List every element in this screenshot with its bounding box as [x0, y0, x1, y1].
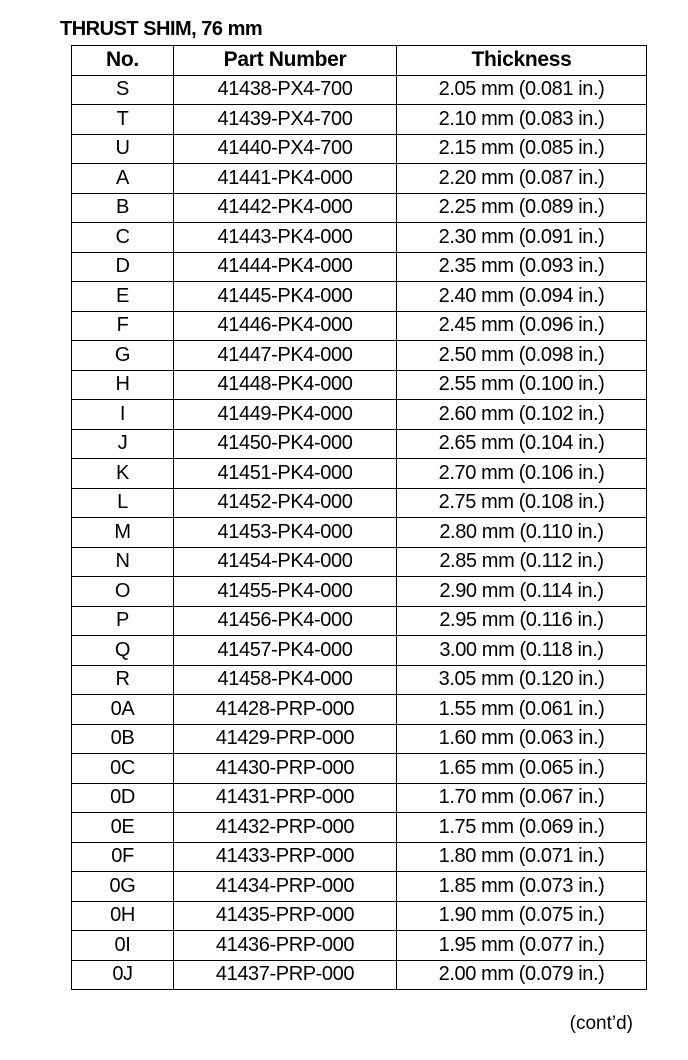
cell-thickness: 2.75 mm (0.108 in.) [397, 488, 647, 518]
cell-shim-no: 0A [72, 695, 174, 725]
cell-part-number: 41446-PK4-000 [174, 311, 397, 341]
table-row [72, 754, 647, 784]
header-row [72, 46, 647, 76]
cell-thickness: 1.55 mm (0.061 in.) [397, 695, 647, 725]
cell-part-number: 41444-PK4-000 [174, 252, 397, 282]
cell-part-number: 41454-PK4-000 [174, 547, 397, 577]
table-row [72, 724, 647, 754]
cell-shim-no: A [72, 164, 174, 194]
table-row [72, 311, 647, 341]
cell-shim-no: D [72, 252, 174, 282]
cell-part-number: 41442-PK4-000 [174, 193, 397, 223]
cell-shim-no: 0F [72, 842, 174, 872]
cell-part-number: 41456-PK4-000 [174, 606, 397, 636]
cell-part-number: 41430-PRP-000 [174, 754, 397, 784]
table-row [72, 606, 647, 636]
table-row [72, 872, 647, 902]
cell-thickness: 2.30 mm (0.091 in.) [397, 223, 647, 253]
table-row [72, 134, 647, 164]
cell-part-number: 41451-PK4-000 [174, 459, 397, 489]
cell-shim-no: H [72, 370, 174, 400]
table-row [72, 813, 647, 843]
cell-thickness: 2.35 mm (0.093 in.) [397, 252, 647, 282]
cell-part-number: 41445-PK4-000 [174, 282, 397, 312]
cell-thickness: 2.15 mm (0.085 in.) [397, 134, 647, 164]
cell-part-number: 41441-PK4-000 [174, 164, 397, 194]
cell-shim-no: L [72, 488, 174, 518]
cell-thickness: 2.40 mm (0.094 in.) [397, 282, 647, 312]
column-header-thickness: Thickness [397, 46, 647, 76]
cell-part-number: 41435-PRP-000 [174, 901, 397, 931]
cell-shim-no: B [72, 193, 174, 223]
cell-thickness: 1.90 mm (0.075 in.) [397, 901, 647, 931]
cell-thickness: 2.20 mm (0.087 in.) [397, 164, 647, 194]
cell-shim-no: 0G [72, 872, 174, 902]
cell-shim-no: O [72, 577, 174, 607]
cell-shim-no: E [72, 282, 174, 312]
cell-thickness: 1.65 mm (0.065 in.) [397, 754, 647, 784]
column-header-no: No. [72, 46, 174, 76]
cell-part-number: 41438-PX4-700 [174, 75, 397, 105]
continued-note: (cont’d) [569, 1013, 633, 1034]
table-row [72, 252, 647, 282]
cell-part-number: 41447-PK4-000 [174, 341, 397, 371]
cell-shim-no: M [72, 518, 174, 548]
cell-shim-no: F [72, 311, 174, 341]
cell-part-number: 41431-PRP-000 [174, 783, 397, 813]
table-body [72, 75, 647, 990]
cell-thickness: 2.50 mm (0.098 in.) [397, 341, 647, 371]
table-row [72, 931, 647, 961]
cell-thickness: 3.00 mm (0.118 in.) [397, 636, 647, 666]
table-row [72, 783, 647, 813]
cell-part-number: 41436-PRP-000 [174, 931, 397, 961]
table-row [72, 282, 647, 312]
cell-thickness: 1.95 mm (0.077 in.) [397, 931, 647, 961]
cell-shim-no: R [72, 665, 174, 695]
cell-thickness: 2.65 mm (0.104 in.) [397, 429, 647, 459]
cell-shim-no: P [72, 606, 174, 636]
cell-shim-no: C [72, 223, 174, 253]
thrust-shim-table [71, 45, 647, 990]
cell-thickness: 2.70 mm (0.106 in.) [397, 459, 647, 489]
cell-thickness: 1.85 mm (0.073 in.) [397, 872, 647, 902]
column-header-part-number: Part Number [174, 46, 397, 76]
cell-thickness: 2.05 mm (0.081 in.) [397, 75, 647, 105]
cell-thickness: 2.60 mm (0.102 in.) [397, 400, 647, 430]
cell-thickness: 2.10 mm (0.083 in.) [397, 105, 647, 135]
cell-part-number: 41440-PX4-700 [174, 134, 397, 164]
table-row [72, 164, 647, 194]
cell-thickness: 2.85 mm (0.112 in.) [397, 547, 647, 577]
cell-shim-no: 0C [72, 754, 174, 784]
table-row [72, 636, 647, 666]
cell-thickness: 2.80 mm (0.110 in.) [397, 518, 647, 548]
table-row [72, 960, 647, 990]
table-row [72, 577, 647, 607]
table-row [72, 105, 647, 135]
cell-shim-no: G [72, 341, 174, 371]
cell-thickness: 1.80 mm (0.071 in.) [397, 842, 647, 872]
table-row [72, 370, 647, 400]
table-row [72, 488, 647, 518]
cell-shim-no: U [72, 134, 174, 164]
table-row [72, 695, 647, 725]
cell-shim-no: J [72, 429, 174, 459]
cell-shim-no: I [72, 400, 174, 430]
cell-shim-no: 0H [72, 901, 174, 931]
cell-part-number: 41443-PK4-000 [174, 223, 397, 253]
cell-part-number: 41458-PK4-000 [174, 665, 397, 695]
cell-part-number: 41437-PRP-000 [174, 960, 397, 990]
cell-part-number: 41457-PK4-000 [174, 636, 397, 666]
cell-thickness: 3.05 mm (0.120 in.) [397, 665, 647, 695]
cell-part-number: 41432-PRP-000 [174, 813, 397, 843]
cell-thickness: 2.90 mm (0.114 in.) [397, 577, 647, 607]
table-row [72, 429, 647, 459]
cell-part-number: 41428-PRP-000 [174, 695, 397, 725]
cell-part-number: 41439-PX4-700 [174, 105, 397, 135]
cell-thickness: 2.45 mm (0.096 in.) [397, 311, 647, 341]
cell-shim-no: K [72, 459, 174, 489]
table-row [72, 901, 647, 931]
cell-thickness: 1.75 mm (0.069 in.) [397, 813, 647, 843]
cell-part-number: 41449-PK4-000 [174, 400, 397, 430]
cell-thickness: 2.55 mm (0.100 in.) [397, 370, 647, 400]
cell-shim-no: N [72, 547, 174, 577]
cell-part-number: 41429-PRP-000 [174, 724, 397, 754]
table-title: THRUST SHIM, 76 mm [60, 18, 263, 40]
cell-thickness: 2.00 mm (0.079 in.) [397, 960, 647, 990]
table-row [72, 75, 647, 105]
cell-part-number: 41450-PK4-000 [174, 429, 397, 459]
table-row [72, 341, 647, 371]
cell-part-number: 41434-PRP-000 [174, 872, 397, 902]
cell-shim-no: 0E [72, 813, 174, 843]
cell-thickness: 1.60 mm (0.063 in.) [397, 724, 647, 754]
cell-part-number: 41433-PRP-000 [174, 842, 397, 872]
cell-part-number: 41453-PK4-000 [174, 518, 397, 548]
cell-shim-no: 0B [72, 724, 174, 754]
table-row [72, 518, 647, 548]
table-row [72, 842, 647, 872]
cell-thickness: 2.25 mm (0.089 in.) [397, 193, 647, 223]
cell-shim-no: T [72, 105, 174, 135]
cell-part-number: 41455-PK4-000 [174, 577, 397, 607]
cell-shim-no: 0I [72, 931, 174, 961]
cell-thickness: 2.95 mm (0.116 in.) [397, 606, 647, 636]
table-row [72, 459, 647, 489]
cell-shim-no: Q [72, 636, 174, 666]
cell-thickness: 1.70 mm (0.067 in.) [397, 783, 647, 813]
table-row [72, 665, 647, 695]
table-row [72, 547, 647, 577]
cell-part-number: 41452-PK4-000 [174, 488, 397, 518]
table-row [72, 400, 647, 430]
table-row [72, 193, 647, 223]
cell-shim-no: 0J [72, 960, 174, 990]
table-row [72, 223, 647, 253]
cell-part-number: 41448-PK4-000 [174, 370, 397, 400]
cell-shim-no: 0D [72, 783, 174, 813]
cell-shim-no: S [72, 75, 174, 105]
